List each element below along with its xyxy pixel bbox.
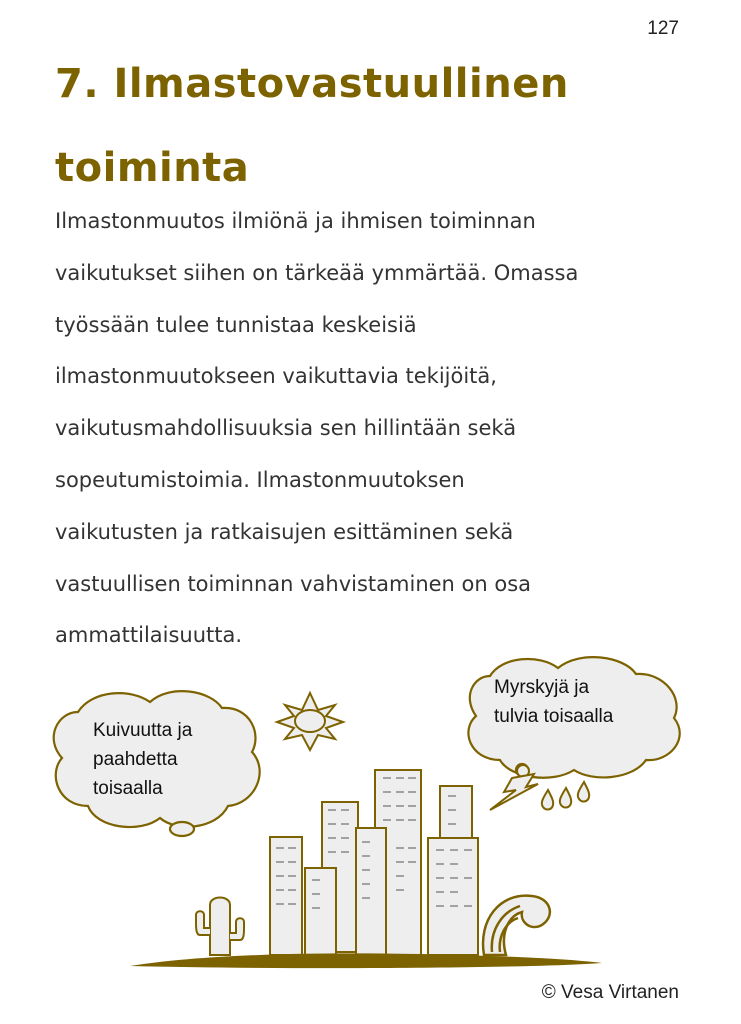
raindrops-icon bbox=[542, 782, 589, 809]
left-bubble-line: toisaalla bbox=[93, 778, 163, 799]
body-line: työssään tulee tunnistaa keskeisiä bbox=[55, 312, 417, 337]
ground bbox=[130, 953, 602, 968]
body-line: sopeutumistoimia. Ilmastonmuutoksen bbox=[55, 467, 465, 492]
right-bubble-line: tulvia toisaalla bbox=[494, 706, 614, 727]
body-line: vaikutusten ja ratkaisujen esittäminen sekä bbox=[55, 519, 514, 544]
body-line: ammattilaisuutta. bbox=[55, 623, 243, 648]
body-line: Ilmastonmuutos ilmiönä ja ihmisen toiminnan bbox=[55, 209, 536, 233]
body-line: vaikutusmahdollisuuksia sen hillintään sekä bbox=[55, 416, 517, 441]
chapter-title-line-1: 7. Ilmastovastuullinen bbox=[55, 61, 569, 107]
left-bubble-line: Kuivuutta ja bbox=[93, 720, 193, 741]
chapter-title bbox=[55, 42, 715, 210]
page-number: 127 bbox=[647, 18, 679, 39]
body-line: ilmastonmuutokseen vaikuttavia tekijöitä, bbox=[55, 364, 497, 389]
left-bubble-line: paahdetta bbox=[93, 749, 178, 770]
left-bubble-text bbox=[93, 716, 253, 803]
right-bubble-text bbox=[494, 673, 674, 731]
body-paragraph bbox=[55, 196, 715, 662]
right-bubble-line: Myrskyjä ja bbox=[494, 677, 590, 698]
cactus-icon bbox=[196, 898, 244, 956]
body-line: vaikutukset siihen on tärkeää ymmärtää. Omassa bbox=[55, 260, 579, 285]
city-buildings bbox=[270, 770, 478, 955]
chapter-title-line-2: toiminta bbox=[55, 145, 250, 191]
copyright-credit: © Vesa Virtanen bbox=[541, 982, 679, 1003]
left-bubble-tail bbox=[170, 822, 194, 836]
sun-icon bbox=[277, 693, 343, 750]
body-line: vastuullisen toiminnan vahvistaminen on osa bbox=[55, 571, 532, 596]
wave-icon bbox=[483, 896, 550, 955]
